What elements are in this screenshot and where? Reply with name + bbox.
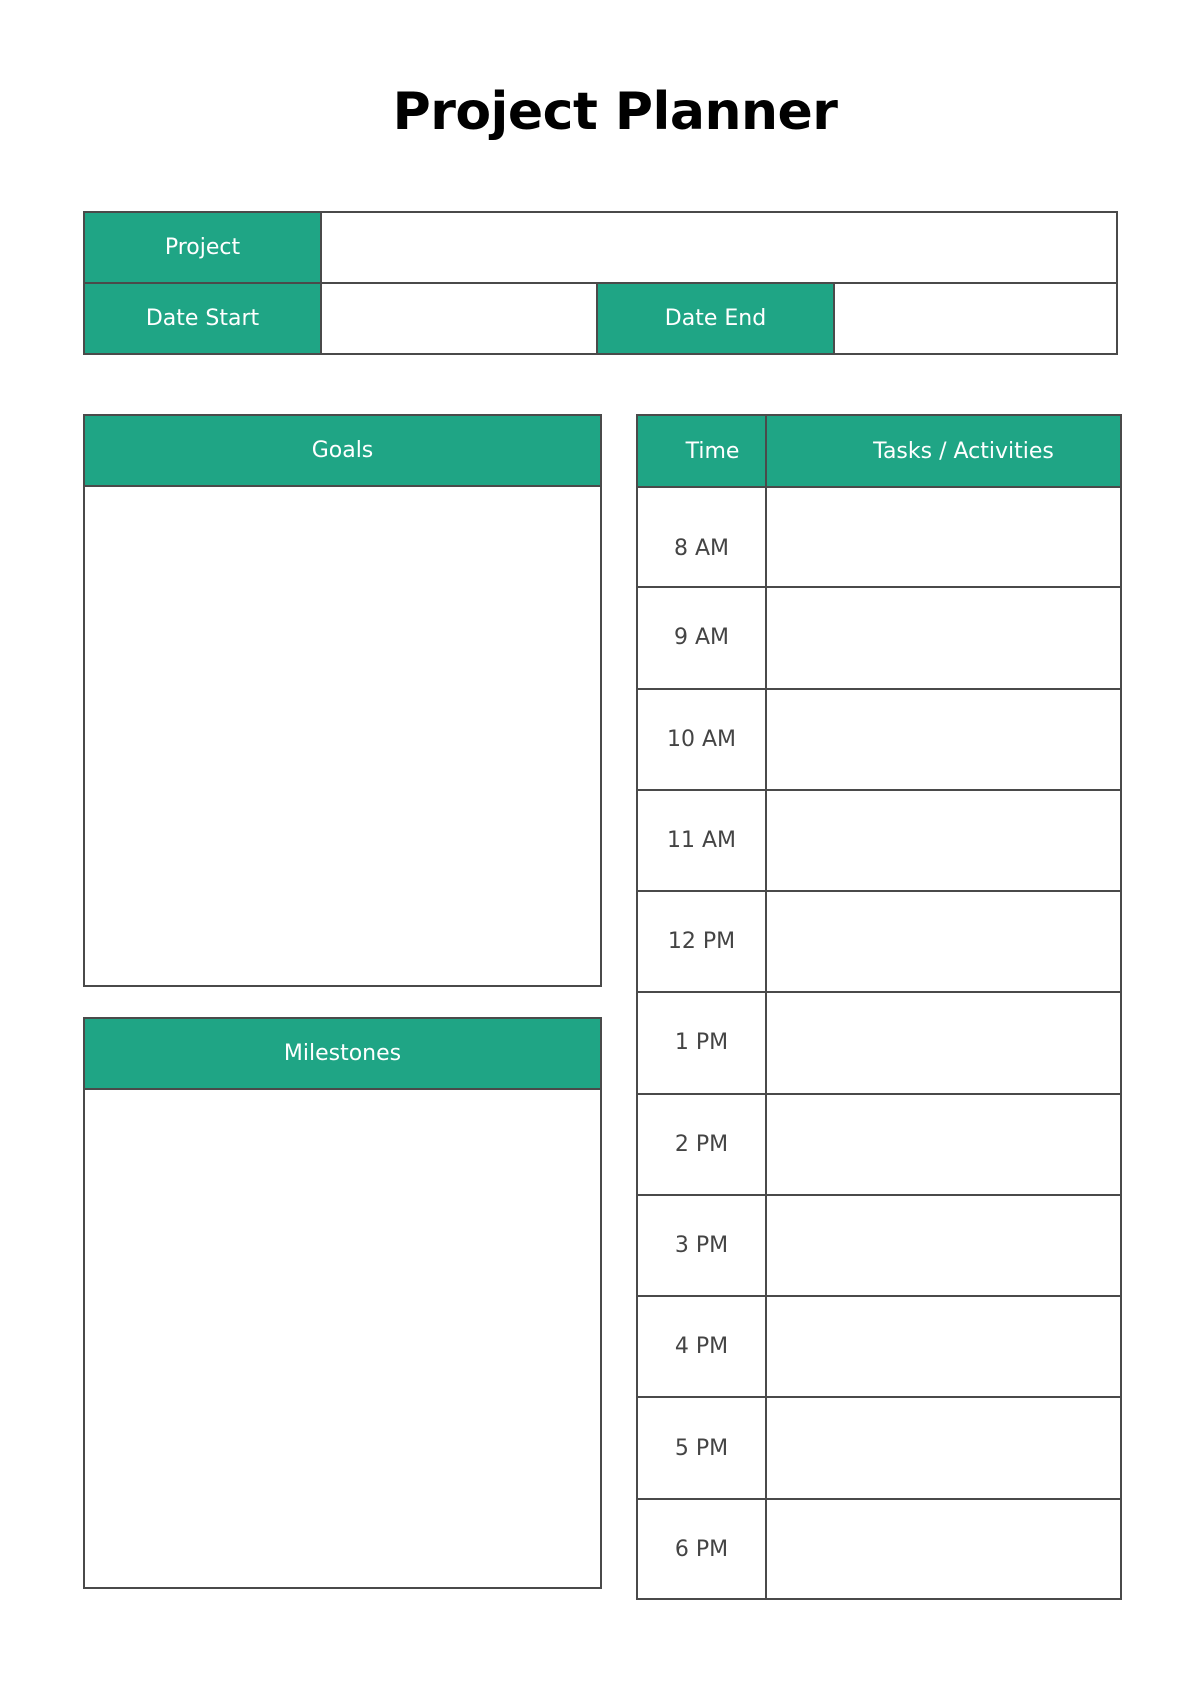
time-slot-label: 10 AM: [666, 726, 737, 752]
task-slot-field[interactable]: [767, 1195, 1122, 1296]
project-label: [83, 211, 322, 284]
task-slot-field[interactable]: [767, 1094, 1122, 1195]
time-slot-label: 3 PM: [674, 1233, 729, 1259]
date-start-field[interactable]: [320, 282, 598, 355]
task-slot-field[interactable]: [767, 1499, 1122, 1600]
milestones-area[interactable]: [83, 1088, 602, 1589]
time-slot-label: 12 PM: [667, 929, 736, 955]
schedule-row-divider: [636, 586, 1122, 588]
time-slot-label: 1 PM: [674, 1030, 729, 1056]
schedule-row-divider: [636, 1194, 1122, 1196]
milestones-header: [83, 1017, 602, 1090]
time-slot-label: 6 PM: [674, 1536, 729, 1562]
milestones-header-text: Milestones: [283, 1041, 402, 1066]
task-slot-field[interactable]: [767, 790, 1122, 891]
schedule-row-divider: [636, 1498, 1122, 1500]
date-end-label: [596, 282, 835, 355]
page-title: Project Planner: [392, 82, 838, 142]
goals-area[interactable]: [83, 485, 602, 987]
time-slot-label: 8 AM: [673, 536, 730, 562]
time-header-text: Time: [685, 438, 740, 464]
task-slot-field[interactable]: [767, 1296, 1122, 1397]
project-field[interactable]: [320, 211, 1118, 284]
time-slot-label: 2 PM: [674, 1131, 729, 1157]
schedule-row-divider: [636, 1396, 1122, 1398]
goals-header-text: Goals: [311, 438, 374, 463]
time-slot-label: 5 PM: [674, 1435, 729, 1461]
task-slot-field[interactable]: [767, 587, 1122, 688]
time-header: [636, 414, 767, 488]
date-start-label-text: Date Start: [145, 306, 260, 331]
date-start-label: [83, 282, 322, 355]
date-end-label-text: Date End: [664, 306, 767, 331]
time-slot-label: 11 AM: [666, 827, 737, 853]
task-slot-field[interactable]: [767, 1397, 1122, 1498]
task-slot-field[interactable]: [767, 486, 1122, 587]
schedule-row-divider: [636, 1093, 1122, 1095]
schedule-row-divider: [636, 688, 1122, 690]
time-slot-label: 4 PM: [674, 1334, 729, 1360]
project-label-text: Project: [164, 235, 241, 260]
task-slot-field[interactable]: [767, 891, 1122, 992]
time-slot-label: 9 AM: [673, 625, 730, 651]
date-end-field[interactable]: [833, 282, 1118, 355]
schedule-row-divider: [636, 890, 1122, 892]
goals-header: [83, 414, 602, 487]
task-slot-field[interactable]: [767, 689, 1122, 790]
tasks-header-text: Tasks / Activities: [873, 438, 1054, 464]
schedule-row-divider: [636, 789, 1122, 791]
tasks-header: [765, 414, 1122, 488]
schedule-row-divider: [636, 991, 1122, 993]
schedule-row-divider: [636, 1295, 1122, 1297]
task-slot-field[interactable]: [767, 992, 1122, 1093]
